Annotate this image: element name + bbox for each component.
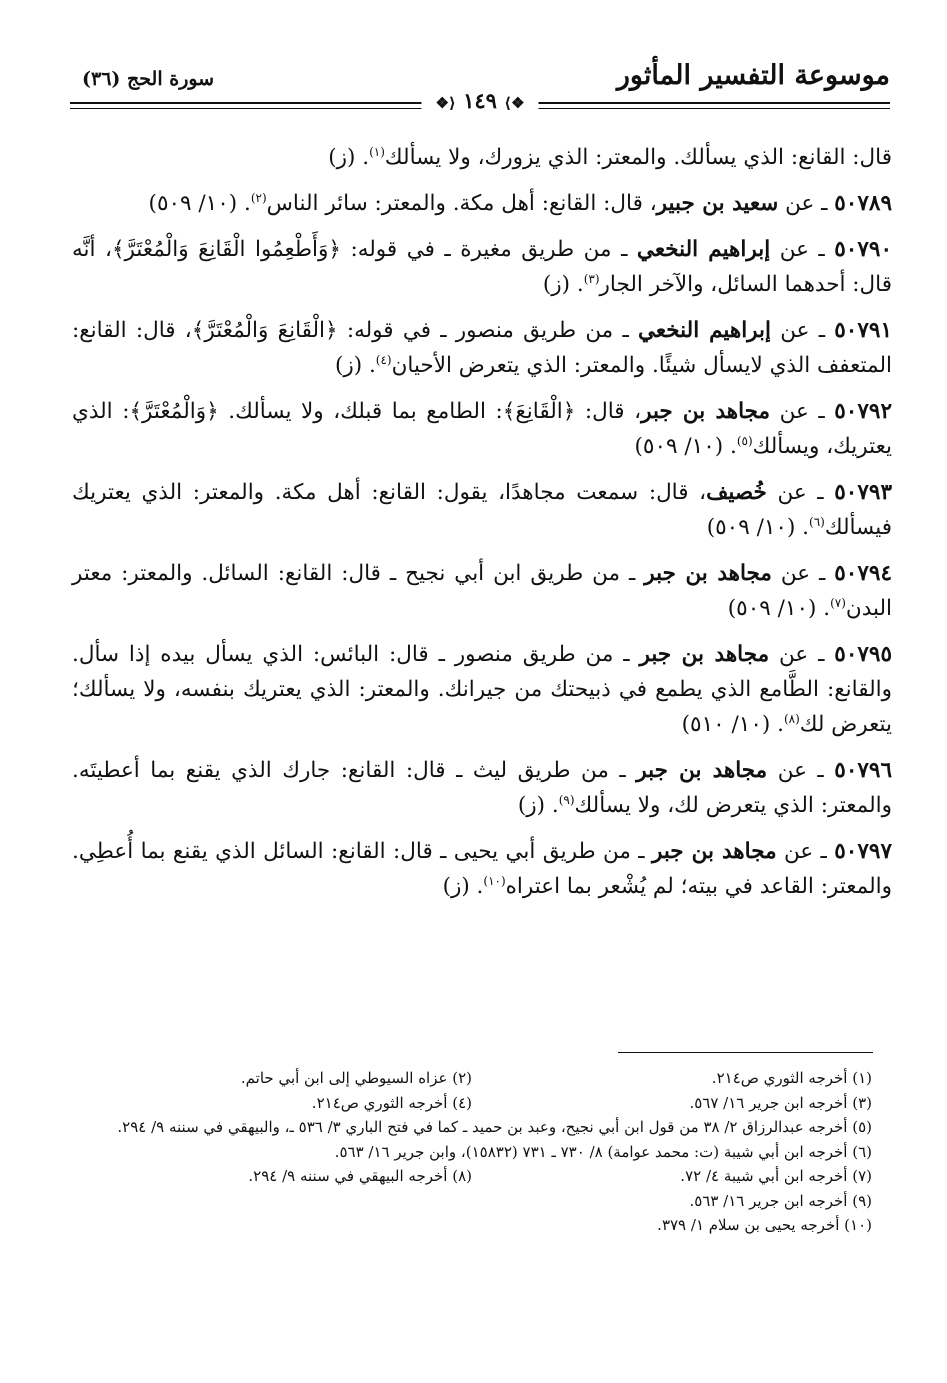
footnote-marker[interactable]: (١٠) [483, 873, 506, 888]
footnote-separator [618, 1052, 873, 1053]
narration-text: ، قال: القانع: أهل مكة. والمعتر: سائر الناس [266, 191, 657, 216]
narration-paragraph [72, 556, 892, 626]
footnote: (٩) أخرجه ابن جرير ١٦/ ٥٦٣. [689, 1191, 872, 1210]
narration-prefix: ـ عن [766, 480, 835, 505]
narration-text: ، قال: سمعت مجاهدًا، يقول: القانع: أهل مكة. والمعتر: الذي يعتريك فيسألك [72, 480, 892, 540]
narrator-name: مجاهد بن جبر [636, 758, 768, 783]
source-ref: . (ز) [542, 272, 584, 297]
narration-paragraph [72, 140, 892, 175]
source-ref: . (ز) [334, 353, 376, 378]
narrator-name: إبراهيم النخعي [636, 237, 771, 262]
footnote-marker[interactable]: (٣) [583, 271, 600, 286]
footnote-marker[interactable]: (٤) [375, 352, 392, 367]
source-ref: . (ز) [328, 145, 370, 170]
narrator-name: مجاهد بن جبر [651, 839, 777, 864]
narration-prefix: ـ عن [771, 561, 835, 586]
narration-paragraph [72, 186, 892, 221]
source-ref: . (١٠/ ٥٠٩) [727, 596, 831, 621]
narration-number: ٥٠٧٩٠ [834, 237, 892, 262]
footnote-marker[interactable]: (٨) [783, 711, 800, 726]
narration-prefix: ـ عن [776, 839, 835, 864]
footnote-marker[interactable]: (٢) [250, 190, 267, 205]
narration-text: ، قال: ﴿الْقَانِعَ﴾: الطامع بما قبلك، ولا يسألك. ﴿وَالْمُعْتَرَّ﴾: الذي يعتريك، ويسألك [72, 399, 892, 459]
narration-number: ٥٠٧٩١ [834, 318, 892, 343]
surah-title: سورة الحج (٣٦) [82, 68, 215, 90]
narration-text: ـ من طريق ليث ـ قال: القانع: جارك الذي يقنع بما أعطيتَه. والمعتر: الذي يتعرض لك، ولا يسألك [72, 758, 892, 818]
narrator-name: مجاهد بن جبر [641, 399, 771, 424]
narration-prefix: ـ عن [770, 399, 835, 424]
narrator-name: مجاهد بن جبر [639, 642, 770, 667]
narration-prefix: ـ عن [770, 237, 835, 262]
page-header [70, 58, 890, 122]
narration-paragraph [72, 313, 892, 383]
narration-text: ـ من طريق مغيرة ـ في قوله: ﴿وَأَطْعِمُوا الْقَانِعَ وَالْمُعْتَرَّ﴾، أنَّه قال: أحدهما السائل، والآخر الجار [72, 237, 892, 297]
book-title: موسوعة التفسير المأثور [616, 60, 890, 91]
footnote: (٥) أخرجه عبدالرزاق ٢/ ٣٨ من قول ابن أبي نجيح، وعبد بن حميد ـ كما في فتح الباري ٣/ ٥٣٦ ـ، والبيهقي في سننه ٩/ ٢٩٤. [117, 1118, 872, 1136]
narration-paragraph [72, 475, 892, 545]
narration-number: ٥٠٧٨٩ [834, 191, 892, 216]
ornament-icon: ❖⟩ [435, 94, 456, 112]
narration-paragraph [72, 394, 892, 464]
footnote: (٦) أخرجه ابن أبي شيبة (ت: محمد عوامة) ٨/ ٧٣٠ ـ ٧٣١ (١٥٨٣٢)، وابن جرير ١٦/ ٥٦٣. [334, 1142, 872, 1161]
page-number: ١٤٩ [463, 88, 497, 113]
source-ref: . (١٠/ ٥٠٩) [706, 515, 809, 540]
main-text [72, 140, 892, 915]
narration-prefix: ـ عن [769, 642, 835, 667]
narrator-name: إبراهيم النخعي [638, 318, 772, 343]
narration-prefix: ـ عن [767, 758, 835, 783]
source-ref: . (١٠/ ٥١٠) [681, 712, 784, 737]
narrator-name: سعيد بن جبير [656, 191, 779, 216]
narrator-name: خُصيف [706, 480, 767, 505]
footnotes [72, 1066, 872, 1238]
narration-paragraph [72, 637, 892, 742]
footnote: (٤) أخرجه الثوري ص٢١٤. [311, 1093, 472, 1112]
source-ref: . (ز) [442, 874, 484, 899]
footnote: (١) أخرجه الثوري ص٢١٤. [711, 1069, 872, 1087]
footnote: (٣) أخرجه ابن جرير ١٦/ ٥٦٧. [689, 1093, 872, 1112]
footnote-row [72, 1066, 872, 1091]
footnote-row [72, 1164, 872, 1189]
footnote-marker[interactable]: (٥) [736, 433, 753, 448]
footnote-marker[interactable]: (٩) [558, 792, 575, 807]
narration-number: ٥٠٧٩٥ [834, 642, 893, 667]
source-ref: . (ز) [517, 793, 559, 818]
footnote: (٧) أخرجه ابن أبي شيبة ٤/ ٧٢. [680, 1167, 872, 1185]
ornament-icon: ⟨❖ [504, 94, 525, 112]
source-ref: . (١٠/ ٥٠٩) [634, 434, 737, 459]
narration-text: ـ من طريق ابن أبي نجيح ـ قال: القانع: السائل. والمعتر: معتر البدن [72, 561, 892, 621]
narration-text: ـ من طريق منصور ـ قال: البائس: الذي يسأل بيده إذا سأل. والقانع: الطَّامع الذي يطمع في ذبيحتك من جيرانك. والمعتر: الذي يعتريك بنفسه، ولا يسألك؛ يتعرض لك [72, 642, 892, 737]
footnote-marker[interactable]: (٧) [830, 595, 846, 610]
source-ref: . (١٠/ ٥٠٩) [148, 191, 251, 216]
narration-paragraph [72, 232, 892, 302]
footnote-marker[interactable]: (١) [369, 144, 385, 159]
narration-paragraph [72, 834, 892, 904]
footnote-marker[interactable]: (٦) [809, 514, 825, 529]
narration-number: ٥٠٧٩٦ [834, 758, 893, 783]
footnote: (٢) عزاه السيوطي إلى ابن أبي حاتم. [240, 1069, 472, 1087]
narration-number: ٥٠٧٩٧ [834, 839, 892, 864]
narration-number: ٥٠٧٩٣ [834, 480, 892, 505]
narration-number: ٥٠٧٩٢ [834, 399, 892, 424]
page-number-box [421, 88, 538, 113]
narration-prefix: ـ عن [771, 318, 835, 343]
narrator-name: مجاهد بن جبر [644, 561, 772, 586]
footnote: (١٠) أخرجه يحيى بن سلام ١/ ٣٧٩. [657, 1216, 872, 1234]
narration-text: ـ من طريق أبي يحيى ـ قال: القانع: السائل الذي يقنع بما أُعطِي. والمعتر: القاعد في بيته؛ لم يُشْعر بما اعتراه [72, 839, 892, 899]
narration-paragraph [72, 753, 892, 823]
narration-text: قال: القانع: الذي يسألك. والمعتر: الذي يزورك، ولا يسألك [384, 145, 892, 170]
footnote-row [72, 1091, 872, 1116]
footnote: (٨) أخرجه البيهقي في سننه ٩/ ٢٩٤. [248, 1167, 472, 1185]
narration-prefix: ـ عن [778, 191, 835, 216]
narration-number: ٥٠٧٩٤ [834, 561, 892, 586]
narration-text: ـ من طريق منصور ـ في قوله: ﴿الْقَانِعَ وَالْمُعْتَرَّ﴾، قال: القانع: المتعفف الذي لايسأل شيئًا. والمعتر: الذي يتعرض الأحيان [72, 318, 892, 378]
